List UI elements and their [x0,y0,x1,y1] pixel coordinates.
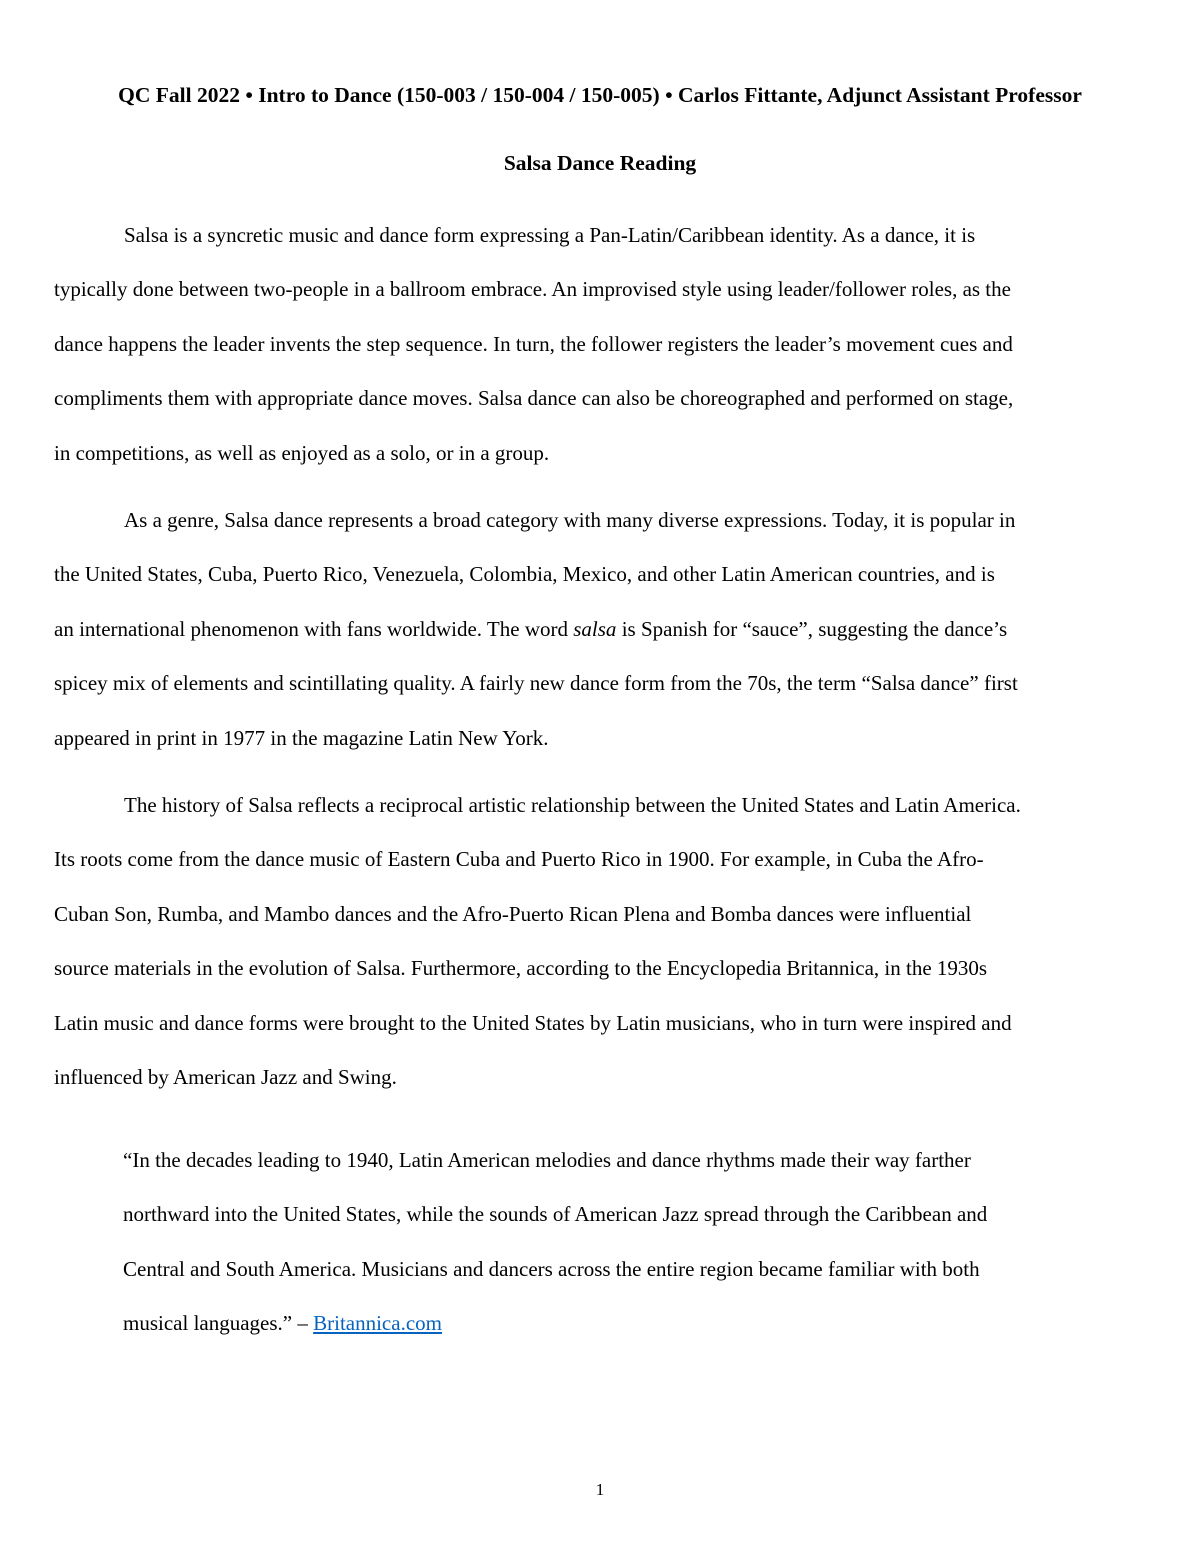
quote-line [123,1296,1123,1350]
page-number: 1 [595,1480,605,1499]
paragraph-line: Latin music and dance forms were brought to the United States by Latin musicians, who in turn were inspired and [54,1010,1012,1035]
line-text: an international phenomenon with fans worldwide. The word [54,616,574,641]
paragraph-line: Its roots come from the dance music of Eastern Cuba and Puerto Rico in 1900. For example, in Cuba the Afro- [54,847,984,872]
page-title: Salsa Dance Reading [503,151,697,175]
course-header: QC Fall 2022 • Intro to Dance (150-003 / 150-004 / 150-005) • Carlos Fittante, Adjunct Assistant Professor [118,83,1082,107]
paragraph-line: influenced by American Jazz and Swing. [54,1065,397,1090]
paragraph-line: As a genre, Salsa dance represents a broad category with many diverse expressions. Today, it is popular in [124,508,1016,532]
paragraph-2 [54,493,1144,765]
paragraph-line: appeared in print in 1977 in the magazine Latin New York. [54,725,549,750]
paragraph-line: typically done between two-people in a ballroom embrace. An improvised style using leader/follower roles, as the [54,277,1011,302]
paragraph-line: the United States, Cuba, Puerto Rico, Venezuela, Colombia, Mexico, and other Latin American countries, and is [54,562,995,587]
paragraph-line: in competitions, as well as enjoyed as a solo, or in a group. [54,440,550,465]
paragraph-line: source materials in the evolution of Salsa. Furthermore, according to the Encyclopedia Britannica, in the 1930s [54,956,988,981]
paragraph-line: spicey mix of elements and scintillating quality. A fairly new dance form from the 70s, the term “Salsa dance” first [54,671,1018,696]
quote-line: Central and South America. Musicians and dancers across the entire region became familiar with both [123,1256,980,1281]
quote-attribution-text: musical languages.” – [123,1311,314,1336]
paragraph-line: Salsa is a syncretic music and dance form expressing a Pan-Latin/Caribbean identity. As a dance, it is [124,223,976,247]
line-text: is Spanish for “sauce”, suggesting the dance’s [616,616,1008,641]
paragraph-1 [54,208,1144,480]
quote-line: “In the decades leading to 1940, Latin American melodies and dance rhythms made their way farther [123,1148,971,1172]
paragraph-line: The history of Salsa reflects a reciprocal artistic relationship between the United States and Latin America. [124,793,1021,817]
paragraph-line [54,602,1144,656]
block-quote [123,1133,1123,1351]
britannica-link[interactable]: Britannica.com [313,1311,442,1336]
italic-term: salsa [573,616,617,641]
paragraph-line: compliments them with appropriate dance moves. Salsa dance can also be choreographed and performed on stage, [54,386,1014,411]
paragraph-line: dance happens the leader invents the step sequence. In turn, the follower registers the leader’s movement cues and [54,331,1013,356]
paragraph-line: Cuban Son, Rumba, and Mambo dances and the Afro-Puerto Rican Plena and Bomba dances were influential [54,901,972,926]
paragraph-3 [54,778,1144,1104]
quote-line: northward into the United States, while the sounds of American Jazz spread through the Caribbean and [123,1202,988,1227]
